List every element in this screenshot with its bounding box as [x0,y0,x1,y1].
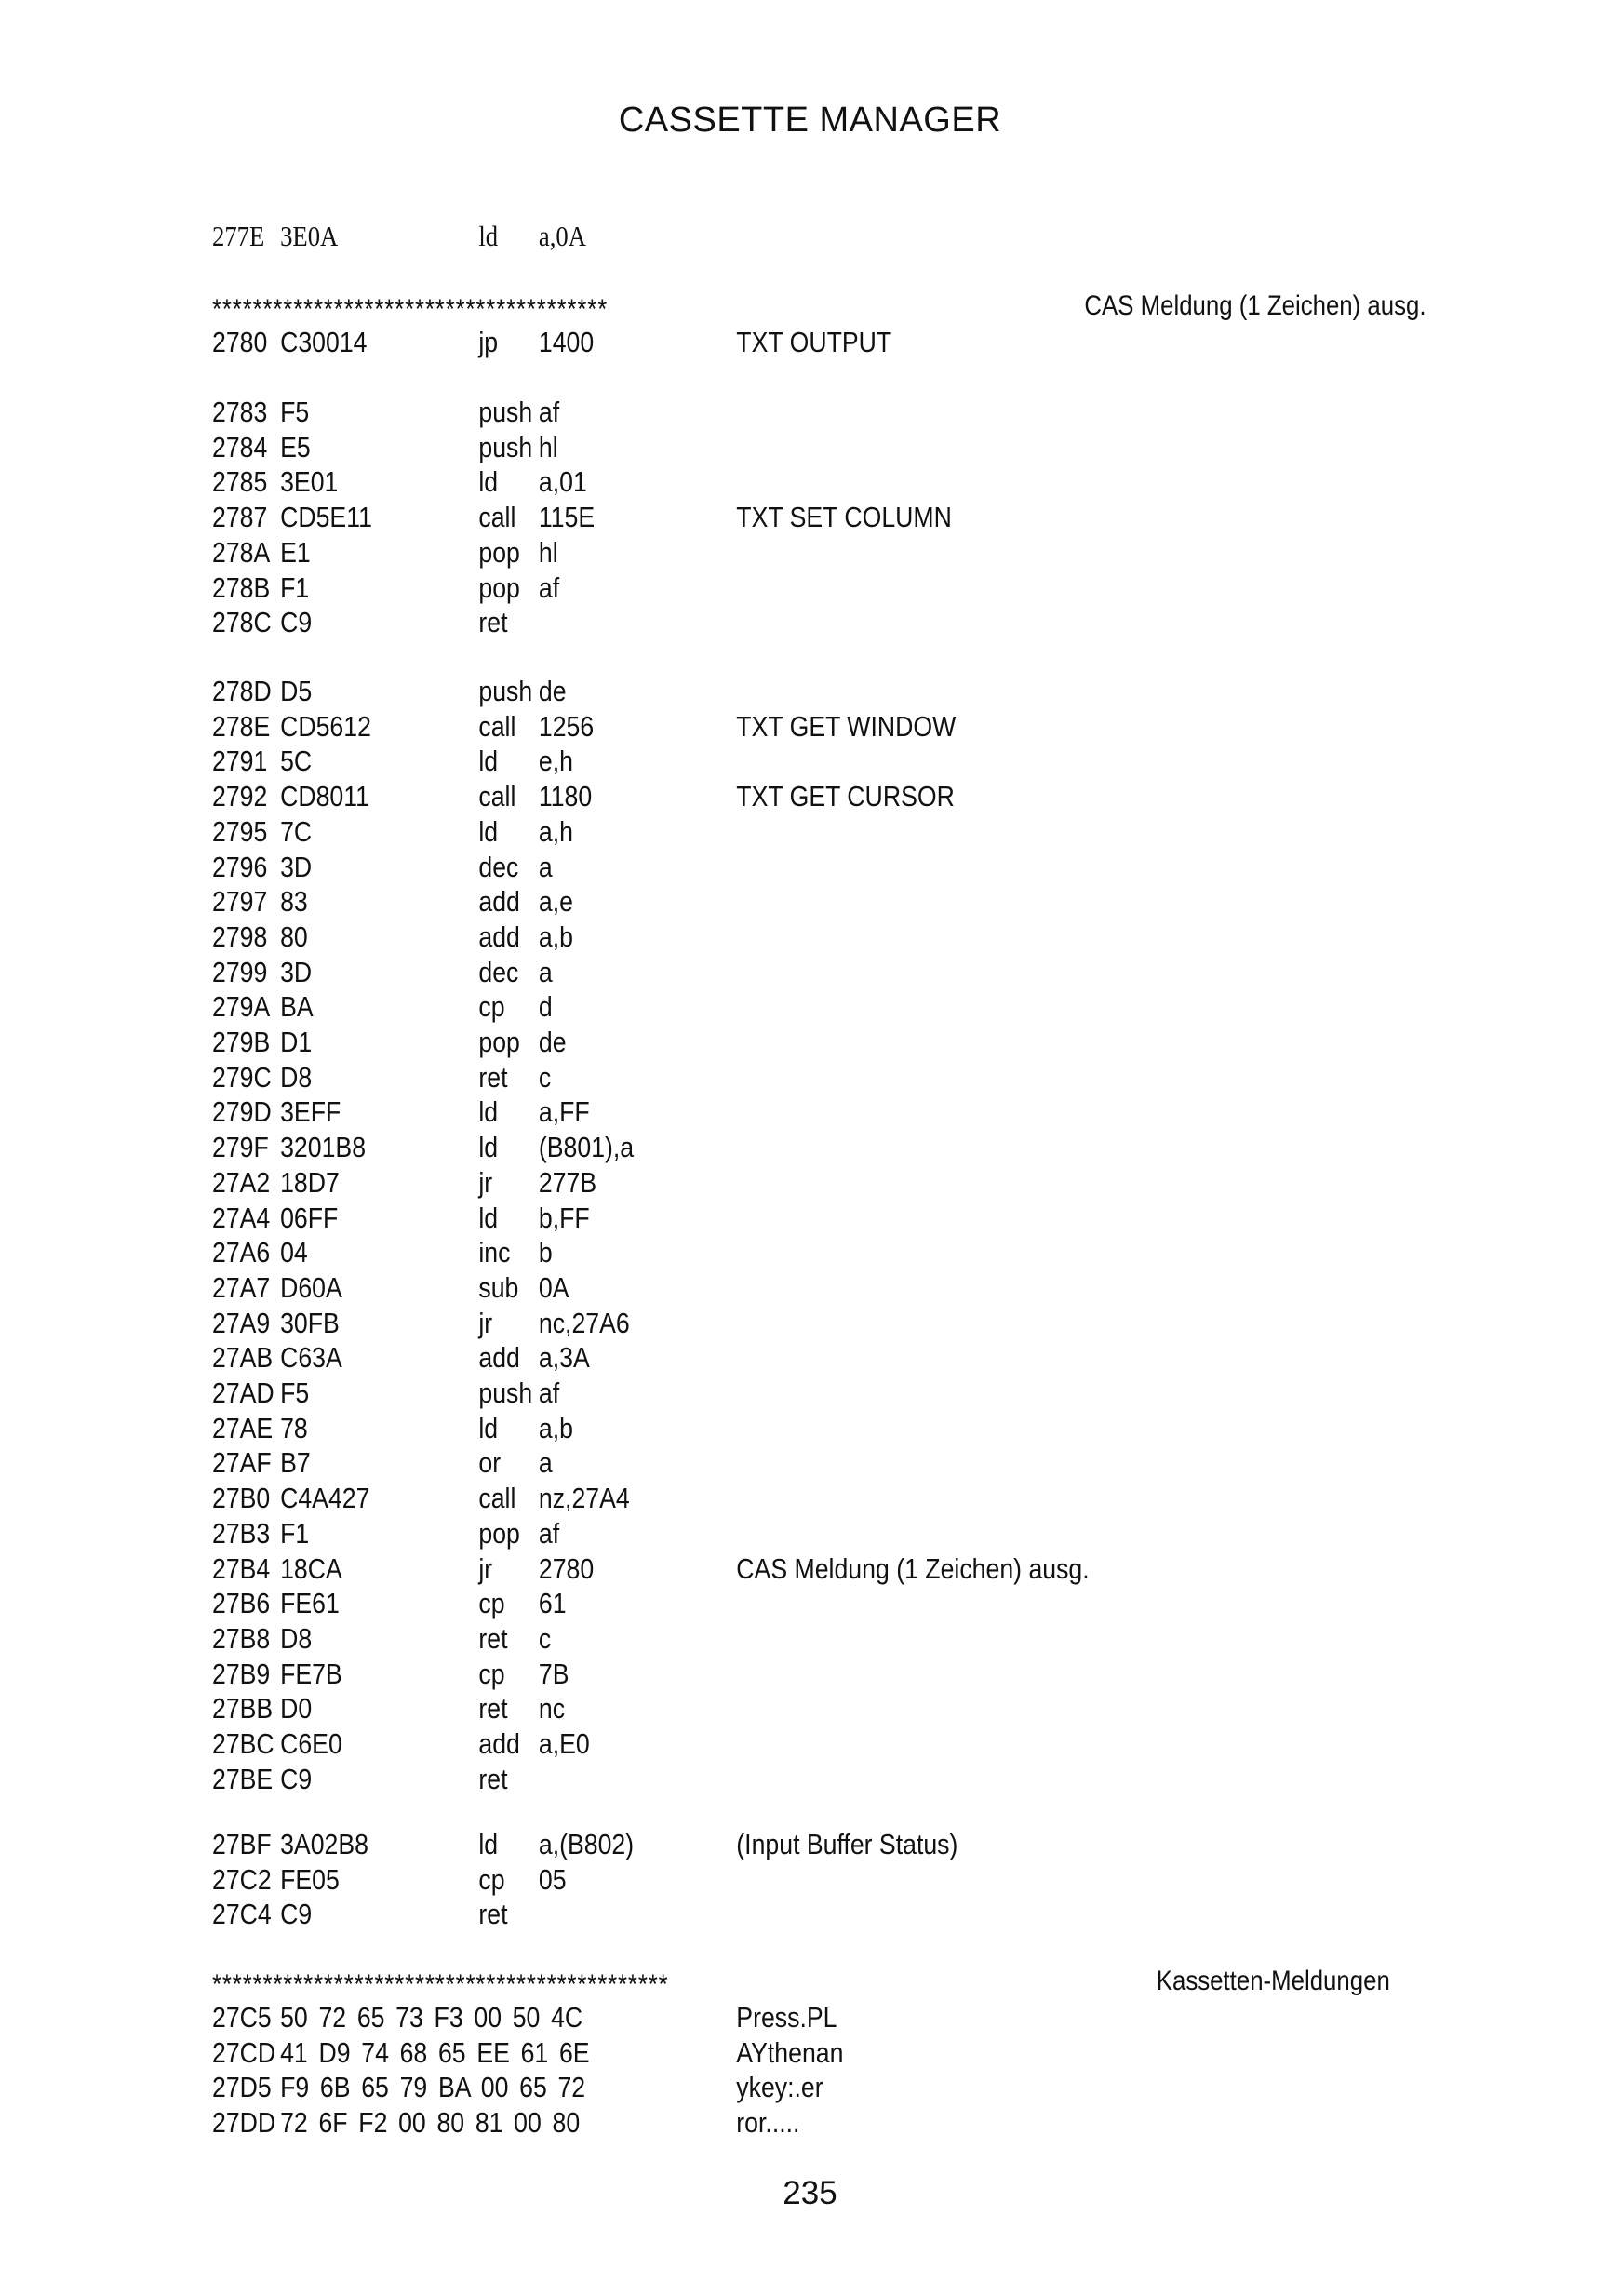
line-mnemonic: add [478,885,520,919]
line-opcode: 06FF [280,1201,339,1234]
line-operand: (B801),a [538,1131,635,1164]
line-opcode: D1 [280,1026,313,1058]
hexdump-address: 27DD [212,2106,276,2140]
line-opcode: 3E01 [280,465,339,499]
separator-label: CAS Meldung (1 Zeichen) ausg. [1084,290,1426,321]
separator-stars: ********************************************* [212,1969,669,2000]
line-opcode: CD5612 [280,709,371,743]
line-address: 279A [212,990,271,1024]
line-opcode: 18CA [280,1551,342,1585]
line-address: 2792 [212,780,268,813]
line-operand: a,FF [538,1095,590,1129]
line-operand: af [538,1376,560,1409]
line-mnemonic: push [478,1376,533,1409]
line-address: 277E [212,220,265,252]
line-opcode: 78 [280,1411,308,1444]
line-address: 279C [212,1060,272,1094]
line-operand: 1256 [538,709,595,743]
line-mnemonic: cp [478,1862,505,1896]
line-opcode: E5 [280,430,311,463]
line-opcode: 3D [280,850,313,883]
line-operand: a [538,850,553,883]
line-operand: b [538,1236,553,1269]
line-mnemonic: jr [478,1306,493,1339]
line-comment: TXT GET WINDOW [736,709,957,743]
line-opcode: C9 [280,1762,313,1795]
line-address: 27B0 [212,1482,271,1515]
line-operand: 277B [538,1165,597,1199]
line-opcode: FE05 [280,1862,340,1896]
line-opcode: F5 [280,396,310,428]
line-operand: af [538,571,560,604]
line-operand: a,b [538,920,573,953]
line-mnemonic: ret [478,1692,508,1725]
line-address: 2796 [212,850,268,883]
line-mnemonic: call [478,1482,516,1515]
separator-stars: *************************************** [212,294,609,325]
line-operand: hl [538,535,558,569]
line-opcode: C9 [280,1898,313,1931]
line-mnemonic: cp [478,1657,505,1690]
line-mnemonic: ret [478,1060,508,1094]
line-mnemonic: inc [478,1236,511,1269]
line-address: 27B3 [212,1516,271,1550]
line-opcode: FE61 [280,1587,340,1620]
line-address: 27AB [212,1341,274,1375]
line-mnemonic: add [478,920,520,953]
line-mnemonic: dec [478,955,519,988]
line-comment: (Input Buffer Status) [736,1828,958,1860]
line-opcode: 3A02B8 [280,1828,368,1860]
line-opcode: 18D7 [280,1165,340,1199]
hexdump-address: 27CD [212,2035,276,2069]
line-mnemonic: ld [478,1828,499,1860]
line-address: 2798 [212,920,268,953]
line-operand: 05 [538,1862,567,1896]
line-operand: a,E0 [538,1727,590,1760]
line-operand: nc [538,1692,566,1725]
line-mnemonic: pop [478,571,520,604]
line-opcode: D60A [280,1270,342,1304]
line-mnemonic: add [478,1727,520,1760]
line-operand: e,h [538,745,573,778]
line-opcode: E1 [280,535,311,569]
line-operand: af [538,396,560,428]
line-mnemonic: ret [478,606,508,639]
line-address: 278E [212,709,271,743]
hexdump-bytes: 41 D9 74 68 65 EE 61 6E [280,2035,590,2069]
hexdump-bytes: 50 72 65 73 F3 00 50 4C [280,2001,583,2034]
line-mnemonic: ret [478,1621,508,1655]
line-opcode: C30014 [280,326,368,358]
line-address: 27A9 [212,1306,271,1339]
line-mnemonic: cp [478,1587,505,1620]
line-mnemonic: ld [478,1411,499,1444]
line-opcode: 5C [280,745,313,778]
line-opcode: 3201B8 [280,1131,367,1164]
line-address: 2797 [212,885,268,919]
line-opcode: CD5E11 [280,501,372,534]
line-mnemonic: cp [478,990,505,1024]
line-mnemonic: ret [478,1898,508,1931]
line-address: 2799 [212,955,268,988]
line-opcode: 3EFF [280,1095,341,1129]
line-mnemonic: sub [478,1270,519,1304]
line-operand: nz,27A4 [538,1482,630,1515]
line-address: 2785 [212,465,268,499]
hexdump-bytes: F9 6B 65 79 BA 00 65 72 [280,2071,586,2104]
line-opcode: C6E0 [280,1727,342,1760]
line-opcode: B7 [280,1446,311,1480]
line-opcode: F5 [280,1376,310,1409]
line-mnemonic: call [478,501,516,534]
line-opcode: C4A427 [280,1482,370,1515]
hexdump-bytes: 72 6F F2 00 80 81 00 80 [280,2106,581,2140]
line-address: 27A6 [212,1236,271,1269]
line-operand: 2780 [538,1551,595,1585]
line-opcode: 3E0A [280,220,339,252]
line-operand: 1180 [538,780,593,813]
line-address: 27AF [212,1446,272,1480]
line-address: 2787 [212,501,268,534]
line-operand: a,0A [538,220,586,252]
line-opcode: D5 [280,675,313,707]
line-address: 27A2 [212,1165,271,1199]
line-opcode: C9 [280,606,313,639]
line-address: 27B6 [212,1587,271,1620]
line-mnemonic: ret [478,1762,508,1795]
line-operand: de [538,675,567,707]
line-comment: TXT SET COLUMN [736,501,952,534]
line-mnemonic: jp [478,326,499,358]
line-address: 27A4 [212,1201,271,1234]
line-operand: a [538,955,553,988]
line-opcode: D8 [280,1621,313,1655]
line-operand: a,3A [538,1341,590,1375]
line-operand: d [538,990,553,1024]
line-opcode: D0 [280,1692,313,1725]
line-operand: de [538,1026,567,1058]
hexdump-address: 27C5 [212,2001,272,2034]
line-operand: 115E [538,501,596,534]
line-operand: a,(B802) [538,1828,635,1860]
line-address: 27AD [212,1376,274,1409]
line-address: 279D [212,1095,272,1129]
line-mnemonic: push [478,430,533,463]
page-title: CASSETTE MANAGER [618,101,1002,140]
line-address: 27AE [212,1411,274,1444]
line-address: 278B [212,571,271,604]
line-address: 2780 [212,326,268,358]
line-address: 2791 [212,745,268,778]
line-mnemonic: ld [478,1095,499,1129]
line-opcode: C63A [280,1341,342,1375]
hexdump-ascii: ror..... [736,2106,800,2140]
line-opcode: 3D [280,955,313,988]
line-opcode: F1 [280,571,310,604]
hexdump-ascii: ykey:.er [736,2071,823,2104]
line-opcode: 83 [280,885,308,919]
line-mnemonic: ld [478,465,499,499]
line-address: 2784 [212,430,268,463]
line-opcode: 7C [280,814,313,848]
line-opcode: F1 [280,1516,310,1550]
line-address: 27B8 [212,1621,271,1655]
line-mnemonic: pop [478,1026,520,1058]
line-comment: TXT OUTPUT [736,326,892,358]
line-mnemonic: ld [478,814,499,848]
line-address: 278D [212,675,272,707]
line-address: 27B9 [212,1657,271,1690]
line-address: 27BF [212,1828,272,1860]
line-address: 27BC [212,1727,274,1760]
line-mnemonic: push [478,396,533,428]
line-operand: a,01 [538,465,587,499]
line-opcode: 30FB [280,1306,340,1339]
line-operand: a,h [538,814,573,848]
line-address: 2783 [212,396,268,428]
line-address: 27C2 [212,1862,272,1896]
line-operand: af [538,1516,560,1550]
line-comment: TXT GET CURSOR [736,780,955,813]
line-address: 27C4 [212,1898,272,1931]
line-comment: CAS Meldung (1 Zeichen) ausg. [736,1551,1090,1585]
line-address: 27BE [212,1762,274,1795]
line-mnemonic: ld [478,745,499,778]
line-mnemonic: ld [478,1131,499,1164]
line-operand: a,b [538,1411,573,1444]
line-operand: a [538,1446,553,1480]
line-mnemonic: dec [478,850,519,883]
line-opcode: CD8011 [280,780,369,813]
line-address: 278C [212,606,272,639]
line-operand: c [538,1621,552,1655]
line-address: 279B [212,1026,271,1058]
line-mnemonic: ld [478,220,499,252]
line-opcode: FE7B [280,1657,342,1690]
separator-label: Kassetten-Meldungen [1156,1966,1390,1996]
line-opcode: 80 [280,920,308,953]
line-opcode: BA [280,990,314,1024]
line-operand: 7B [538,1657,569,1690]
line-opcode: 04 [280,1236,308,1269]
line-address: 27BB [212,1692,274,1725]
line-mnemonic: push [478,675,533,707]
line-mnemonic: call [478,709,516,743]
line-operand: b,FF [538,1201,590,1234]
line-operand: 0A [538,1270,569,1304]
line-address: 2795 [212,814,268,848]
line-operand: a,e [538,885,573,919]
line-operand: c [538,1060,552,1094]
line-address: 27B4 [212,1551,271,1585]
line-address: 279F [212,1131,269,1164]
line-operand: 1400 [538,326,595,358]
hexdump-ascii: AYthenan [736,2035,844,2069]
line-mnemonic: add [478,1341,520,1375]
line-address: 278A [212,535,271,569]
line-mnemonic: call [478,780,516,813]
line-mnemonic: pop [478,535,520,569]
line-operand: 61 [538,1587,567,1620]
hexdump-ascii: Press.PL [736,2001,837,2034]
line-opcode: D8 [280,1060,313,1094]
line-mnemonic: ld [478,1201,499,1234]
hexdump-address: 27D5 [212,2071,272,2104]
line-mnemonic: jr [478,1165,493,1199]
line-operand: hl [538,430,558,463]
line-mnemonic: jr [478,1551,493,1585]
line-mnemonic: pop [478,1516,520,1550]
line-mnemonic: or [478,1446,502,1480]
line-address: 27A7 [212,1270,271,1304]
line-operand: nc,27A6 [538,1306,630,1339]
page-number: 235 [783,2175,837,2211]
